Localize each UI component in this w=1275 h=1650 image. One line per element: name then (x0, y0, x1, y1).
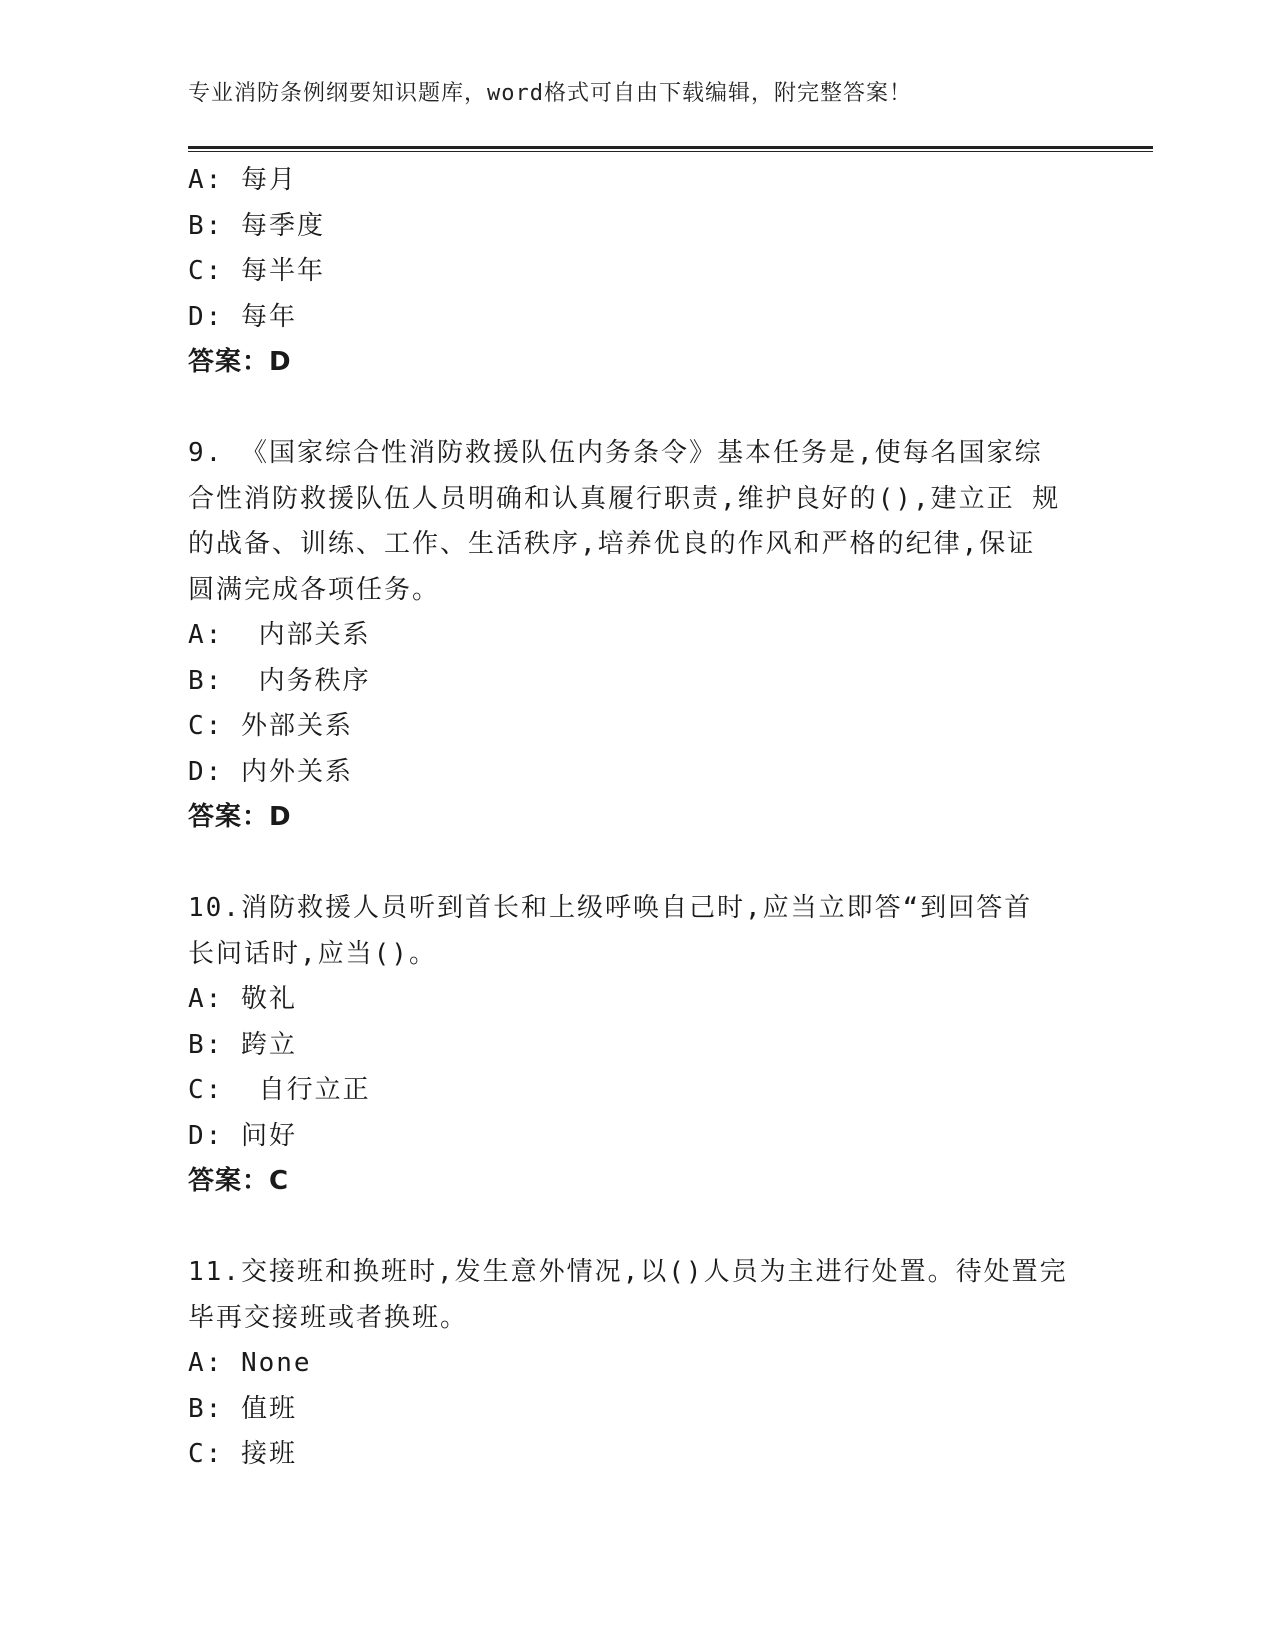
question-text-line: 圆满完成各项任务。 (188, 574, 441, 605)
question-text-line: 11.交接班和换班时,发生意外情况,以()人员为主进行处置。待处置完 (188, 1257, 1068, 1287)
option-c: C: 外部关系 (188, 711, 353, 741)
question-text-line: 10.消防救援人员听到首长和上级呼唤自己时,应当立即答“到回答首 (188, 893, 1033, 923)
answer-line: 答案：D (188, 802, 292, 832)
option-a: A: 敬礼 (188, 984, 297, 1014)
question-list (188, 158, 1088, 1478)
question-text-line: 毕再交接班或者换班。 (188, 1302, 469, 1333)
prev-question-block (188, 158, 1088, 386)
option-b: B: 内务秩序 (188, 665, 371, 696)
option-d: D: 内外关系 (188, 756, 353, 787)
option-a: A: None (188, 1348, 312, 1378)
header-rule-thin (188, 151, 1153, 152)
page-header: 专业消防条例纲要知识题库，word格式可自由下载编辑，附完整答案！ (188, 81, 912, 106)
option-b: B: 值班 (188, 1393, 297, 1424)
question-text-line: 的战备、训练、工作、生活秩序,培养优良的作风和严格的纪律,保证 (188, 529, 1036, 559)
question-text-line: 长问话时,应当()。 (188, 938, 437, 969)
question-10-block (188, 886, 1088, 1205)
header-rule-thick (188, 146, 1153, 149)
answer-line: 答案：D (188, 347, 292, 377)
option-a: A: 每月 (188, 165, 297, 195)
option-c: C: 每半年 (188, 256, 325, 286)
question-9-block (188, 431, 1088, 841)
option-c: C: 自行立正 (188, 1075, 371, 1105)
option-b: B: 每季度 (188, 210, 325, 241)
option-c: C: 接班 (188, 1439, 297, 1469)
option-d: D: 每年 (188, 301, 297, 332)
option-d: D: 问好 (188, 1120, 297, 1151)
answer-line: 答案：C (188, 1166, 290, 1196)
question-11-block (188, 1250, 1088, 1478)
option-a: A: 内部关系 (188, 620, 371, 650)
question-text-line: 合性消防救援队伍人员明确和认真履行职责,维护良好的(),建立正 规 (188, 483, 1061, 514)
option-b: B: 跨立 (188, 1029, 297, 1060)
question-text-line: 9. 《国家综合性消防救援队伍内务条令》基本任务是,使每名国家综 (188, 438, 1043, 468)
